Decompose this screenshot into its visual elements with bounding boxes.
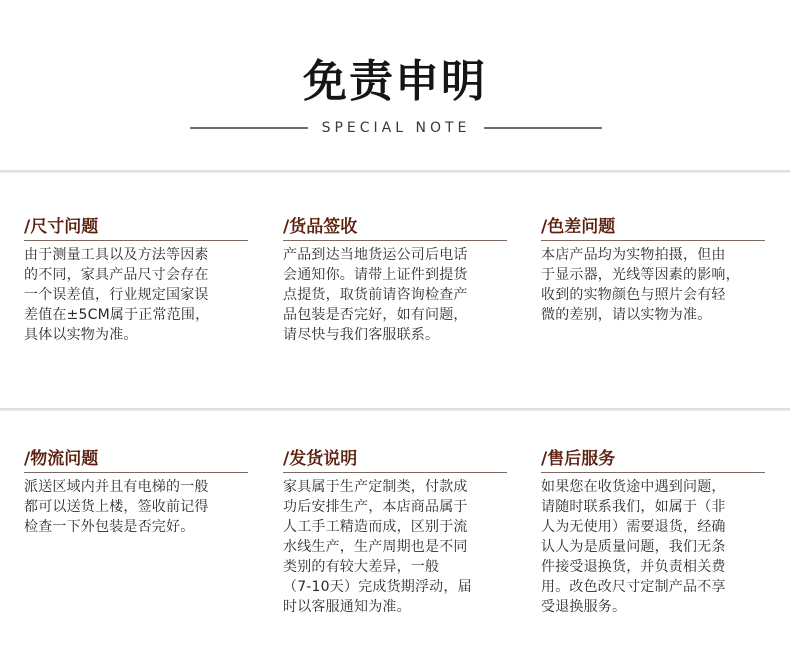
note-line: 收到的实物颜色与照片会有轻 bbox=[541, 287, 726, 303]
note-line: 家具属于生产定制类，付款成 bbox=[283, 479, 468, 495]
note-line: 人为无使用）需要退货，经确 bbox=[541, 519, 726, 535]
note-line: 点提货，取货前请咨询检查产 bbox=[283, 287, 468, 303]
note-title: /色差问题 bbox=[541, 216, 765, 241]
note-line: 都可以送货上楼，签收前记得 bbox=[24, 499, 209, 515]
note-line: 认人为是质量问题，我们无条 bbox=[541, 539, 726, 555]
note-line: 受退换服务。 bbox=[541, 599, 627, 615]
note-line: 水线生产，生产周期也是不同 bbox=[283, 539, 468, 555]
note-line: （7-10天）完成货期浮动，届 bbox=[283, 579, 472, 595]
note-line: 请尽快与我们客服联系。 bbox=[283, 327, 440, 343]
note-line: 差值在±5CM属于正常范围， bbox=[24, 307, 210, 323]
note-line: 品包装是否完好，如有问题， bbox=[283, 307, 468, 323]
note-line: 人工手工精造而成，区别于流 bbox=[283, 519, 468, 535]
note-body bbox=[541, 245, 765, 325]
subtitle-row bbox=[190, 118, 602, 138]
note-title: /货品签收 bbox=[283, 216, 507, 241]
note-line: 产品到达当地货运公司后电话 bbox=[283, 247, 468, 263]
subtitle-right-rule bbox=[484, 127, 602, 129]
note-shipping bbox=[283, 448, 507, 617]
note-line: 时以客服通知为准。 bbox=[283, 599, 411, 615]
note-line: 类别的有较大差异，一般 bbox=[283, 559, 440, 575]
note-line: 请随时联系我们，如属于（非 bbox=[541, 499, 726, 515]
note-color-difference bbox=[541, 216, 765, 325]
note-body bbox=[541, 477, 765, 617]
note-title: /物流问题 bbox=[24, 448, 248, 473]
note-line: 于显示器，光线等因素的影响， bbox=[541, 267, 740, 283]
note-title: /售后服务 bbox=[541, 448, 765, 473]
note-line: 由于测量工具以及方法等因素 bbox=[24, 247, 209, 263]
section-divider-top bbox=[0, 170, 790, 173]
note-line: 派送区域内并且有电梯的一般 bbox=[24, 479, 209, 495]
page-title: 免责申明 bbox=[303, 56, 487, 107]
note-line: 功后安排生产，本店商品属于 bbox=[283, 499, 468, 515]
note-line: 本店产品均为实物拍摄，但由 bbox=[541, 247, 726, 263]
note-title: /尺寸问题 bbox=[24, 216, 248, 241]
page-subtitle: SPECIAL NOTE bbox=[321, 120, 471, 136]
note-title: /发货说明 bbox=[283, 448, 507, 473]
note-line: 如果您在收货途中遇到问题， bbox=[541, 479, 726, 495]
note-line: 的不同，家具产品尺寸会存在 bbox=[24, 267, 209, 283]
section-divider-middle bbox=[0, 408, 790, 411]
note-goods-receipt bbox=[283, 216, 507, 345]
note-body bbox=[283, 245, 507, 345]
note-line: 件接受退换货，并负责相关费 bbox=[541, 559, 726, 575]
note-line: 微的差别，请以实物为准。 bbox=[541, 307, 712, 323]
subtitle-left-rule bbox=[190, 127, 308, 129]
note-line: 用。改色改尺寸定制产品不享 bbox=[541, 579, 726, 595]
note-body bbox=[283, 477, 507, 617]
note-line: 一个误差值，行业规定国家误 bbox=[24, 287, 209, 303]
note-logistics bbox=[24, 448, 248, 537]
note-line: 具体以实物为准。 bbox=[24, 327, 138, 343]
note-after-sales bbox=[541, 448, 765, 617]
note-body bbox=[24, 245, 248, 345]
note-size-issue bbox=[24, 216, 248, 345]
note-body bbox=[24, 477, 248, 537]
note-line: 会通知你。请带上证件到提货 bbox=[283, 267, 468, 283]
note-line: 检查一下外包装是否完好。 bbox=[24, 519, 195, 535]
